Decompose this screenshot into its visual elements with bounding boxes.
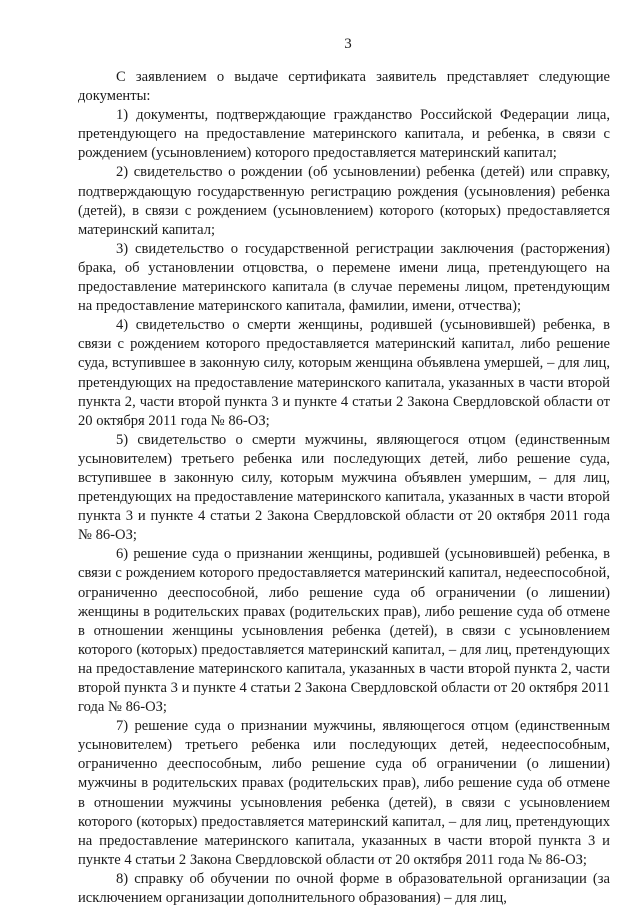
list-item-2: 2) свидетельство о рождении (об усыновлении) ребенка (детей) или справку, подтверждающую государственную регистрацию рождения (усыновления) ребенка (детей), в связи с рождением (усыновлением) которого (которых) предоставляется материнский капитал; xyxy=(78,164,610,238)
list-item-7: 7) решение суда о признании мужчины, являющегося отцом (единственным усыновителем) третьего ребенка или последующих детей, недееспособным, ограниченно дееспособным, либо решение суда об ограничении (о лишении) мужчины в родительских правах (родительских прав), либо решение суда об отмене в отношении мужчины усыновления ребенка (детей), в связи с усыновлением которого (которых) предоставляется материнский капитал, – для лиц, претендующих на предоставление материнского капитала, указанных в части второй пункта 3 и пункте 4 статьи 2 Закона Свердловской области от 20 октября 2011 года № 86-ОЗ; xyxy=(78,718,610,868)
list-item-6: 6) решение суда о признании женщины, родившей (усыновившей) ребенка, в связи с рождением которого предоставляется материнский капитал, недееспособной, ограниченно дееспособной, либо решение суда об ограничении (о лишении) женщины в родительских правах (родительских прав), либо решение суда об отмене в отношении женщины усыновления ребенка (детей), в связи с усыновлением которого (которых) предоставляется материнский капитал, – для лиц, претендующих на предоставление материнского капитала, указанных в части второй пункта 2, части второй пункта 3 и пункте 4 статьи 2 Закона Свердловской области от 20 октября 2011 года № 86-ОЗ; xyxy=(78,546,610,716)
intro-paragraph: С заявлением о выдаче сертификата заявитель представляет следующие документы: xyxy=(78,69,610,105)
page-number: 3 xyxy=(344,36,352,52)
list-item-4: 4) свидетельство о смерти женщины, родившей (усыновившей) ребенка, в связи с рождением которого предоставляется материнский капитал, либо решение суда, вступившее в законную силу, которым женщина объявлена умершей, – для лиц, претендующих на предоставление материнского капитала, указанных в части второй пункта 2, части второй пункта 3 и пункте 4 статьи 2 Закона Свердловской области от 20 октября 2011 года № 86-ОЗ; xyxy=(78,317,610,429)
list-item-3: 3) свидетельство о государственной регистрации заключения (расторжения) брака, об установлении отцовства, о перемене имени лица, претендующего на предоставление материнского капитала (в случае перемены лицом, претендующим на предоставление материнского капитала, фамилии, имени, отчества); xyxy=(78,240,610,315)
list-item-1: 1) документы, подтверждающие гражданство Российской Федерации лица, претендующего на предоставление материнского капитала, и ребенка, в связи с рождением (усыновлением) которого предоставляется материнский капитал; xyxy=(78,107,610,162)
list-item-5: 5) свидетельство о смерти мужчины, являющегося отцом (единственным усыновителем) третьего ребенка или последующих детей, либо решение суда, вступившее в законную силу, которым мужчина объявлен умершим, – для лиц, претендующих на предоставление материнского капитала, указанных в части второй пункта 3 и пункте 4 статьи 2 Закона Свердловской области от 20 октября 2011 года № 86-ОЗ; xyxy=(78,431,610,544)
list-item-8: 8) справку об обучении по очной форме в образовательной организации (за исключением организации дополнительного образования) – для лиц, xyxy=(78,870,610,907)
